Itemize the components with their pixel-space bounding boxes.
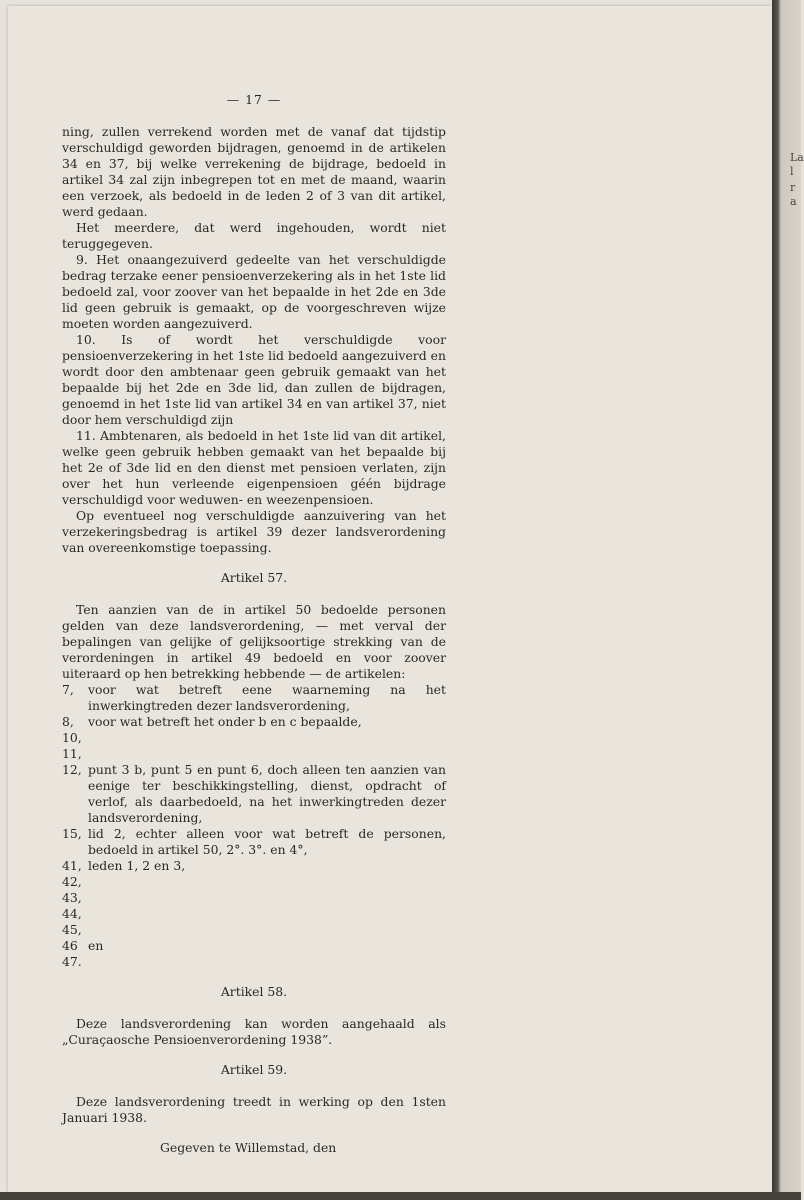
paragraph: 11. Ambtenaren, als bedoeld in het 1ste lid van dit artikel, welke geen gebruik hebben gemaakt van het bepaalde bij het 2e of 3de lid en den dienst met pensioen verlaten, zijn over het hun verleende eigenpensioen géén bijdrage verschuldigd voor weduwen- en weezenpensioen. (62, 428, 446, 507)
item-text: voor wat betreft het onder b en c bepaalde, (88, 714, 362, 729)
list-item (62, 682, 446, 714)
list-item (62, 858, 446, 874)
closing-line: Gegeven te Willemstad, den (160, 1140, 337, 1155)
article-list (62, 682, 446, 970)
list-item (62, 826, 446, 858)
article-intro: Ten aanzien van de in artikel 50 bedoelde personen gelden van deze landsverordening, — met verval der bepalingen van gelijke of gelijksoortige strekking van de verordeningen in artikel 49 bedoeld en voor zoover uiteraard op hen betrekking hebbende — de artikelen: (62, 602, 446, 681)
article-heading: Artikel 58. (220, 984, 288, 999)
list-item (62, 746, 446, 762)
page-text (62, 92, 446, 1156)
scan-bottom-edge (0, 1192, 801, 1200)
list-item (62, 730, 446, 746)
item-number: 11, (62, 746, 82, 761)
bleed-fragment: a (790, 195, 797, 208)
list-item (62, 906, 446, 922)
bleed-fragment: La (790, 151, 804, 164)
bleed-fragment: r (790, 181, 796, 194)
adjacent-page-edge (772, 0, 801, 1200)
article-heading: Artikel 57. (220, 570, 288, 585)
paragraph: 10. Is of wordt het verschuldigde voor pensioenverzekering in het 1ste lid bedoeld aangezuiverd en wordt door den ambtenaar geen gebruik gemaakt van het bepaalde bij het 2de en 3de lid, dan zullen de bijdragen, genoemd in het 1ste lid van artikel 34 en van artikel 37, niet door hem verschuldigd zijn (62, 332, 446, 427)
list-item (62, 874, 446, 890)
page-number: — 17 — (226, 92, 282, 107)
item-number: 47. (62, 954, 82, 969)
article-text: Deze landsverordening kan worden aangehaald als „Curaçaosche Pensioenverordening 1938”. (62, 1016, 446, 1047)
paragraph: Het meerdere, dat werd ingehouden, wordt niet teruggegeven. (62, 220, 446, 251)
paragraph: Op eventueel nog verschuldigde aanzuivering van het verzekeringsbedrag is artikel 39 dezer landsverordening van overeenkomstige toepassing. (62, 508, 446, 555)
bleed-fragment: l (790, 165, 794, 178)
item-number: 43, (62, 890, 82, 905)
list-item (62, 714, 446, 730)
item-number: 10, (62, 730, 82, 745)
article-text: Deze landsverordening treedt in werking op den 1sten Januari 1938. (62, 1094, 446, 1125)
item-text: en (88, 938, 104, 953)
list-item (62, 938, 446, 954)
item-number: 44, (62, 906, 82, 921)
item-number: 12, (62, 762, 82, 777)
item-number: 15, (62, 826, 82, 841)
item-number: 8, (62, 714, 74, 729)
item-text: punt 3 b, punt 5 en punt 6, doch alleen ten aanzien van eenige ter beschikkingstelling, dienst, opdracht of verlof, als daarbedoeld, na het inwerkingtreden dezer landsverordening, (88, 762, 446, 825)
list-item (62, 922, 446, 938)
item-number: 41, (62, 858, 82, 873)
list-item (62, 954, 446, 970)
item-number: 7, (62, 682, 74, 697)
paragraph: ning, zullen verrekend worden met de vanaf dat tijdstip verschuldigd geworden bijdragen, genoemd in de artikelen 34 en 37, bij welke verrekening de bijdrage, bedoeld in artikel 34 zal zijn inbegrepen tot en met de maand, waarin een verzoek, als bedoeld in de leden 2 of 3 van dit artikel, werd gedaan. (62, 124, 446, 219)
item-number: 45, (62, 922, 82, 937)
list-item (62, 890, 446, 906)
item-text: lid 2, echter alleen voor wat betreft de personen, bedoeld in artikel 50, 2°. 3°. en 4°, (88, 826, 446, 857)
item-text: leden 1, 2 en 3, (88, 858, 186, 873)
paragraph: 9. Het onaangezuiverd gedeelte van het verschuldigde bedrag terzake eener pensioenverzekering als in het 1ste lid bedoeld zal, voor zoover van het bepaalde in het 2de en 3de lid geen gebruik is gemaakt, op de voorgeschreven wijze moeten worden aangezuiverd. (62, 252, 446, 331)
article-heading: Artikel 59. (220, 1062, 288, 1077)
item-text: voor wat betreft eene waarneming na het inwerkingtreden dezer landsverordening, (88, 682, 446, 713)
list-item (62, 762, 446, 826)
item-number: 42, (62, 874, 82, 889)
item-number: 46 (62, 938, 78, 953)
